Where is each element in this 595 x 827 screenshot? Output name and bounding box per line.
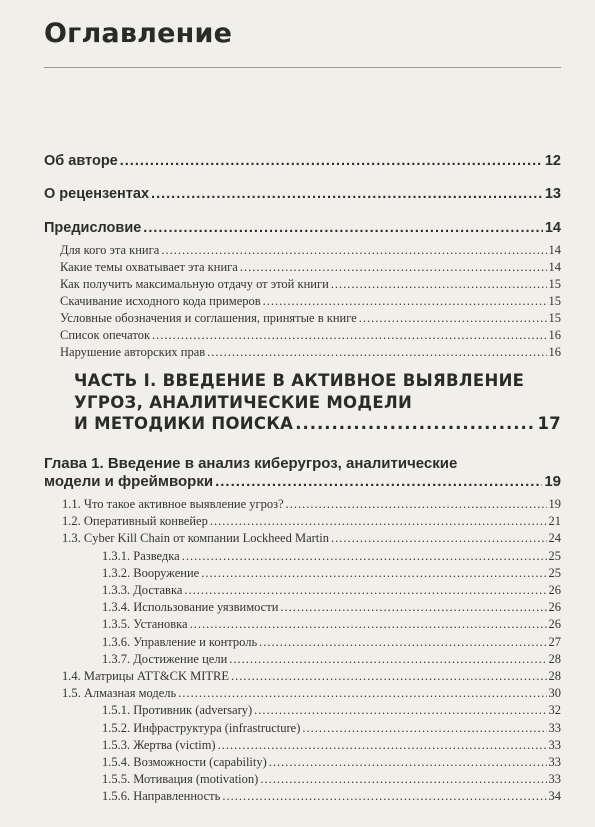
entry-page: 33	[548, 755, 561, 769]
entry-page: 12	[544, 153, 561, 169]
entry-label: 1.3.4. Использование уязвимости	[102, 600, 279, 615]
dot-leader	[207, 345, 546, 360]
dot-leader	[178, 686, 546, 701]
dot-leader	[190, 617, 547, 632]
dot-leader	[182, 549, 547, 564]
entry-label: Какие темы охватывает эта книга	[60, 260, 238, 274]
entry-label: 1.3. Cyber Kill Chain от компании Lockheed Martin	[62, 531, 329, 546]
entry-label: Для кого эта книга	[60, 243, 160, 257]
entry-page: 21	[548, 514, 561, 529]
entry-page: 34	[548, 789, 561, 804]
entry-page: 26	[548, 583, 561, 597]
entry-label: 1.4. Матрицы ATT&CK MITRE	[62, 669, 229, 683]
dot-leader	[231, 669, 547, 684]
part-title-line: ЧАСТЬ I. ВВЕДЕНИЕ В АКТИВНОЕ ВЫЯВЛЕНИЕ	[74, 371, 525, 390]
entry-label: 1.5.4. Возможности (capability)	[102, 755, 267, 769]
toc-subentry[interactable]	[62, 514, 561, 529]
toc-subentry[interactable]	[102, 772, 561, 787]
entry-page: 14	[544, 220, 561, 236]
dot-leader	[143, 220, 543, 236]
entry-label: 1.5.1. Противник (adversary)	[102, 703, 253, 718]
entry-label: 1.5.5. Мотивация (motivation)	[102, 772, 259, 787]
toc-subentry[interactable]	[102, 789, 561, 804]
entry-page: 19	[548, 497, 561, 511]
dot-leader	[210, 514, 547, 529]
dot-leader	[302, 721, 546, 736]
dot-leader	[215, 473, 542, 490]
toc-subentry[interactable]	[62, 669, 561, 684]
entry-page: 32	[548, 703, 561, 718]
toc-subentry[interactable]	[60, 260, 561, 275]
dot-leader	[331, 277, 547, 292]
toc-subentry[interactable]	[102, 635, 561, 650]
entry-label: Список опечаток	[60, 328, 151, 342]
toc-subentry[interactable]	[62, 531, 561, 546]
dot-leader	[280, 600, 546, 615]
page-title: Оглавление	[44, 18, 233, 49]
toc-subentry[interactable]	[102, 549, 561, 564]
toc-subentry[interactable]	[102, 738, 561, 753]
entry-page: 28	[548, 669, 561, 683]
entry-page: 14	[548, 243, 561, 257]
dot-leader	[161, 243, 546, 258]
entry-page: 26	[548, 617, 561, 632]
part-title-line: УГРОЗ, АНАЛИТИЧЕСКИЕ МОДЕЛИ	[74, 393, 413, 412]
entry-page: 28	[548, 651, 561, 666]
dot-leader	[269, 755, 547, 770]
entry-page: 13	[544, 186, 561, 202]
entry-label: Нарушение авторских прав	[60, 345, 206, 359]
dot-leader	[151, 186, 543, 202]
entry-label: Условные обозначения и соглашения, принятые в книге	[60, 311, 357, 325]
entry-label: 1.5. Алмазная модель	[62, 686, 177, 701]
entry-page: 24	[548, 531, 561, 546]
part-heading	[74, 370, 524, 414]
entry-page: 14	[548, 260, 561, 274]
entry-label: 1.2. Оперативный конвейер	[62, 514, 208, 529]
entry-page: 16	[548, 328, 561, 342]
toc-subentry[interactable]	[102, 600, 561, 615]
entry-label: Об авторе	[44, 153, 118, 169]
entry-label: Предисловие	[44, 220, 142, 236]
toc-subentry[interactable]	[60, 311, 561, 326]
entry-page: 16	[548, 345, 561, 359]
dot-leader	[184, 583, 546, 598]
entry-page: 27	[548, 634, 561, 649]
entry-label: 1.3.3. Доставка	[102, 583, 183, 597]
entry-label: 1.3.7. Достижение цели	[102, 651, 228, 666]
toc-entry-reviewers[interactable]	[44, 186, 561, 202]
entry-label: Скачивание исходного кода примеров	[60, 294, 261, 308]
toc-subentry[interactable]	[60, 243, 561, 258]
dot-leader	[331, 531, 547, 546]
entry-label: И МЕТОДИКИ ПОИСКА	[74, 414, 294, 433]
dot-leader	[152, 328, 546, 343]
entry-label: 1.5.2. Инфраструктура (infrastructure)	[102, 720, 301, 735]
chapter-heading-line: Глава 1. Введение в анализ киберугроз, аналитические	[44, 455, 458, 472]
toc-subentry[interactable]	[62, 497, 561, 512]
toc-entry-preface[interactable]	[44, 220, 561, 236]
toc-subentry[interactable]	[60, 328, 561, 343]
dot-leader	[263, 294, 547, 309]
dot-leader	[120, 153, 543, 169]
entry-label: 1.3.1. Разведка	[102, 548, 180, 563]
toc-subentry[interactable]	[102, 566, 561, 581]
dot-leader	[295, 414, 535, 433]
entry-label: 1.3.5. Установка	[102, 617, 188, 632]
entry-page: 15	[548, 277, 561, 291]
entry-label: 1.5.6. Направленность	[102, 789, 221, 804]
toc-subentry[interactable]	[102, 617, 561, 632]
entry-page: 15	[548, 311, 561, 325]
entry-page: 30	[548, 686, 561, 701]
toc-subentry[interactable]	[102, 721, 561, 736]
entry-page: 15	[548, 294, 561, 308]
dot-leader	[218, 738, 547, 753]
dot-leader	[222, 789, 546, 804]
entry-label: О рецензентах	[44, 186, 150, 202]
entry-page: 25	[548, 565, 561, 580]
entry-label: 1.3.6. Управление и контроль	[102, 634, 258, 649]
toc-subentry[interactable]	[102, 583, 561, 598]
entry-page: 33	[548, 772, 561, 787]
entry-page: 17	[537, 414, 561, 433]
dot-leader	[229, 652, 546, 667]
dot-leader	[260, 772, 546, 787]
toc-entry-about-author[interactable]	[44, 153, 561, 169]
dot-leader	[201, 566, 546, 581]
entry-page: 33	[548, 737, 561, 752]
entry-page: 26	[548, 600, 561, 615]
dot-leader	[286, 497, 547, 512]
entry-page: 33	[548, 720, 561, 735]
entry-label: Как получить максимальную отдачу от этой книги	[60, 277, 329, 291]
entry-label: модели и фреймворки	[44, 473, 214, 490]
toc-subentry[interactable]	[60, 345, 561, 360]
toc-subentry[interactable]	[102, 755, 561, 770]
toc-subentry[interactable]	[102, 703, 561, 718]
toc-subentry[interactable]	[60, 294, 561, 309]
title-divider	[44, 67, 561, 68]
dot-leader	[254, 703, 546, 718]
entry-label: 1.1. Что такое активное выявление угроз?	[62, 497, 284, 511]
dot-leader	[359, 311, 547, 326]
toc-subentry[interactable]	[102, 652, 561, 667]
toc-subentry[interactable]	[60, 277, 561, 292]
toc-entry-chapter-1[interactable]	[44, 473, 561, 490]
dot-leader	[259, 635, 546, 650]
toc-subentry[interactable]	[62, 686, 561, 701]
entry-page: 19	[544, 473, 561, 490]
entry-label: 1.5.3. Жертва (victim)	[102, 737, 216, 752]
toc-entry-part-1[interactable]	[74, 414, 561, 433]
entry-page: 25	[548, 548, 561, 563]
dot-leader	[240, 260, 547, 275]
entry-label: 1.3.2. Вооружение	[102, 565, 200, 580]
